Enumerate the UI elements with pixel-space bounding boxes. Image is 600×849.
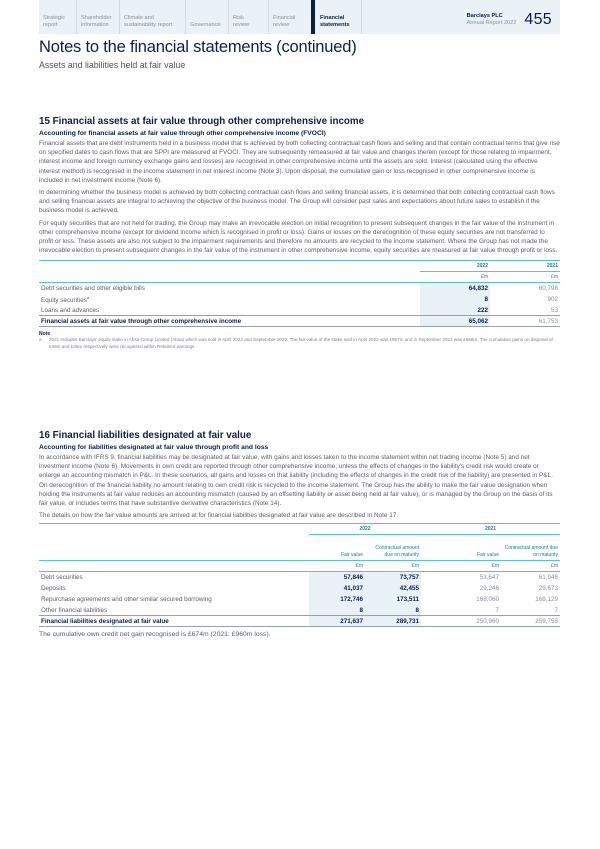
- value-2021: 902: [547, 295, 558, 303]
- page-subtitle: Assets and liabilities held at fair value: [39, 60, 186, 70]
- contractual-2022: 173,511: [365, 594, 421, 605]
- contractual-2022: 42,455: [365, 583, 421, 594]
- col-header-year: 2022: [420, 261, 490, 272]
- total-fair-value-2022: 271,637: [309, 616, 365, 627]
- table-row: [39, 594, 560, 605]
- nav-tab-risk-review[interactable]: [229, 0, 269, 34]
- nav-tab-governance[interactable]: [186, 0, 229, 34]
- note-16-section: [39, 430, 560, 643]
- nav-tab-label: review: [233, 21, 250, 28]
- row-label: Other financial liabilities: [41, 606, 108, 614]
- nav-tab-label: Governance: [190, 21, 221, 28]
- fair-value-2021: 53,647: [479, 574, 499, 582]
- contractual-2022: 73,757: [365, 572, 421, 583]
- note-heading: Note: [39, 331, 51, 338]
- fair-value-2022: 172,746: [309, 594, 365, 605]
- table-row: [39, 283, 560, 294]
- footnote-letter: a: [39, 337, 42, 343]
- nav-tab-strategic-report[interactable]: [39, 0, 77, 34]
- nav-tab-label: Climate and: [124, 15, 154, 21]
- total-fair-value-2021: 250,960: [421, 616, 501, 627]
- row-label-text: Equity securities: [41, 296, 87, 304]
- contractual-2022: 8: [365, 605, 421, 616]
- row-label: Deposits: [41, 584, 66, 592]
- nav-tab-label: Financial: [320, 15, 345, 21]
- contractual-2021: 29,673: [538, 584, 558, 592]
- row-label: Repurchase agreements and other similar secured borrowing: [41, 595, 212, 603]
- col-header: Fair value: [341, 552, 363, 559]
- fair-value-2021: 7: [495, 606, 499, 614]
- nav-tab-climate-sustainability[interactable]: [120, 0, 186, 34]
- row-label: Loans and advances: [41, 306, 100, 314]
- total-2021: 61,753: [490, 316, 560, 327]
- fair-value-2022: 41,037: [309, 583, 365, 594]
- table-unit-row: [39, 561, 560, 572]
- note-15-subtitle: Accounting for financial assets at fair value through other comprehensive income (FVOCI): [39, 130, 326, 137]
- table-colheader-row: [39, 535, 560, 561]
- table-year-row: [39, 524, 560, 535]
- total-contractual-2021: 259,755: [501, 616, 560, 627]
- brand-subtitle: Annual Report 2022: [466, 20, 517, 26]
- col-header: Contractual amount due on maturity: [504, 545, 558, 558]
- value-2022: 8: [420, 294, 490, 305]
- page-title: Notes to the financial statements (continued): [39, 38, 357, 56]
- fair-value-2022: 57,846: [309, 572, 365, 583]
- table-row: [39, 605, 560, 616]
- col-unit: £m: [309, 561, 365, 572]
- fvoci-table: [39, 260, 560, 327]
- brand-name: Barclays PLC: [466, 13, 503, 20]
- nav-tab-shareholder-information[interactable]: [77, 0, 120, 34]
- contractual-2021: 7: [554, 606, 558, 614]
- col-unit: £m: [481, 274, 488, 281]
- col-header-year: 2021: [421, 524, 560, 535]
- row-label: Debt securities and other eligible bills: [41, 285, 145, 293]
- page-number: 455: [524, 11, 552, 28]
- value-2021: 53: [550, 306, 558, 314]
- col-unit: £m: [501, 561, 560, 572]
- note-15-paragraph: Financial assets that are debt instruments held in a business model that is achieved by both collecting contractual cash flows and selling and that contain contractual terms that give rise on specified dates to cash flows that are SPPI are measured at FVOCI. They are subsequently remeasured at fair value and changes therein (except for those relating to impairment, interest income and foreign currency exchange gains and losses) are recognised in other comprehensive income until the assets are sold. Interest (calculated using the effective interest method) is recognised in the income statement in net interest income (Note 3). Upon disposal, the cumulative gain or loss recognised in other comprehensive income is included in net investment income (Note 6).: [39, 140, 560, 184]
- nav-tab-label: review: [273, 21, 290, 28]
- total-label: Financial liabilities designated at fair value: [39, 616, 309, 627]
- nav-tab-label: Strategic: [43, 15, 66, 21]
- total-2022: 65,062: [420, 316, 490, 327]
- nav-tab-label: sustainability report: [124, 21, 173, 28]
- table-unit-row: [39, 272, 560, 283]
- contractual-2021: 61,946: [538, 574, 558, 582]
- liabilities-fv-table: [39, 523, 560, 627]
- footnote: [39, 337, 560, 349]
- table-row: [39, 294, 560, 305]
- table-row: [39, 583, 560, 594]
- col-header-year: 2022: [309, 524, 421, 535]
- nav-tab-label: information: [81, 21, 109, 28]
- table-header-row: [39, 261, 560, 272]
- row-label: Debt securities: [41, 574, 83, 582]
- own-credit-statement: The cumulative own credit net gain recognised is £674m (2021: £960m loss).: [39, 631, 271, 639]
- nav-tab-label: Financial: [273, 15, 296, 21]
- col-header: Fair value: [477, 552, 499, 559]
- col-unit: £m: [365, 561, 421, 572]
- note-16-paragraph: The details on how the fair value amounts are arrived at for financial liabilities designated at fair value are described in Note 17.: [39, 512, 399, 520]
- table-row: [39, 572, 560, 583]
- footnote-text: 2021 includes Barclays' equity stake in Absa Group Limited (Absa) which was sold in April 2022 and September 2022. The fair value of the stake sold in April 2022 was £557m and in September 2022 was £566m. The cumulative gains on disposal of £48m and £36m respectively were recognised within Retained earnings.: [49, 337, 553, 349]
- total-label: Financial assets at fair value through other comprehensive income: [39, 316, 420, 327]
- footnote-marker: a: [86, 294, 90, 300]
- col-header: Contractual amount due on maturity: [375, 545, 419, 558]
- top-navigation: [39, 0, 560, 34]
- nav-tab-financial-review[interactable]: [269, 0, 312, 34]
- value-2022: 64,832: [420, 283, 490, 294]
- fair-value-2021: 168,060: [476, 595, 499, 603]
- col-header-year: 2021: [490, 261, 560, 272]
- note-15-paragraph: In determining whether the business model is achieved by both collecting contractual cash flows and selling financial assets, it is determined that both collecting contractual cash flows and selling financial assets are integral to achieving the objective of the business model. The Group will consider past sales and expectations about future sales to establish if the business model is achieved.: [39, 189, 555, 215]
- note-16-paragraph: In accordance with IFRS 9, financial liabilities may be designated at fair value, with gains and losses taken to the income statement within net trading income (Note 5) and net investment income (Note 6). Movements in own credit are reported through other comprehensive income, unless the effects of changes in the liability's credit risk would create or enlarge an accounting mismatch in P&L. In these scenarios, all gains and losses on that liability (including the effects of changes in the credit risk of the liability) are presented in P&L. On derecognition of the financial liability no amount relating to own credit risk is recycled to the income statement. The Group has the ability to make the fair value designation when holding the instruments at fair value reduces an accounting mismatch (caused by an offsetting liability or asset being held at fair value), or is managed by the Group on the basis of its fair value, or includes terms that have substantive derivative characteristics (Note 14).: [39, 454, 553, 508]
- note-15-title: 15 Financial assets at fair value through other comprehensive income: [39, 116, 365, 127]
- note-16-title: 16 Financial liabilities designated at fair value: [39, 430, 252, 441]
- nav-tab-label: Shareholder: [81, 15, 112, 21]
- nav-tab-label: statements: [320, 21, 350, 28]
- col-unit: £m: [421, 561, 501, 572]
- note-15-section: [39, 116, 560, 350]
- nav-tab-label: Risk: [233, 15, 244, 21]
- col-unit: £m: [551, 274, 558, 281]
- table-total-row: [39, 616, 560, 627]
- contractual-2021: 168,129: [535, 595, 558, 603]
- note-16-subtitle: Accounting for liabilities designated at fair value through profit and loss: [39, 444, 269, 451]
- fair-value-2022: 8: [309, 605, 365, 616]
- brand-block: [467, 0, 560, 34]
- table-row: [39, 305, 560, 316]
- nav-tab-financial-statements[interactable]: [312, 0, 362, 34]
- row-label: [39, 294, 420, 305]
- table-total-row: [39, 316, 560, 327]
- total-contractual-2022: 289,731: [365, 616, 421, 627]
- fair-value-2021: 29,246: [479, 584, 499, 592]
- note-15-paragraph: For equity securities that are not held for trading, the Group may make an irrevocable election on initial recognition to present subsequent changes in the fair value of the instrument in other comprehensive income (except for dividend income which is recognised in profit or loss). Gains or losses on the derecognition of these equity securities are not transferred to profit or loss. These assets are also not subject to the impairment requirements and therefore no amounts are recycled to the income statement. Where the Group has not made the irrevocable election to present subsequent changes in the fair value of the instrument in other comprehensive income, equity securities are measured at fair value through profit or loss.: [39, 219, 558, 255]
- value-2022: 222: [420, 305, 490, 316]
- value-2021: 60,798: [538, 285, 558, 293]
- nav-tab-label: report: [43, 21, 58, 28]
